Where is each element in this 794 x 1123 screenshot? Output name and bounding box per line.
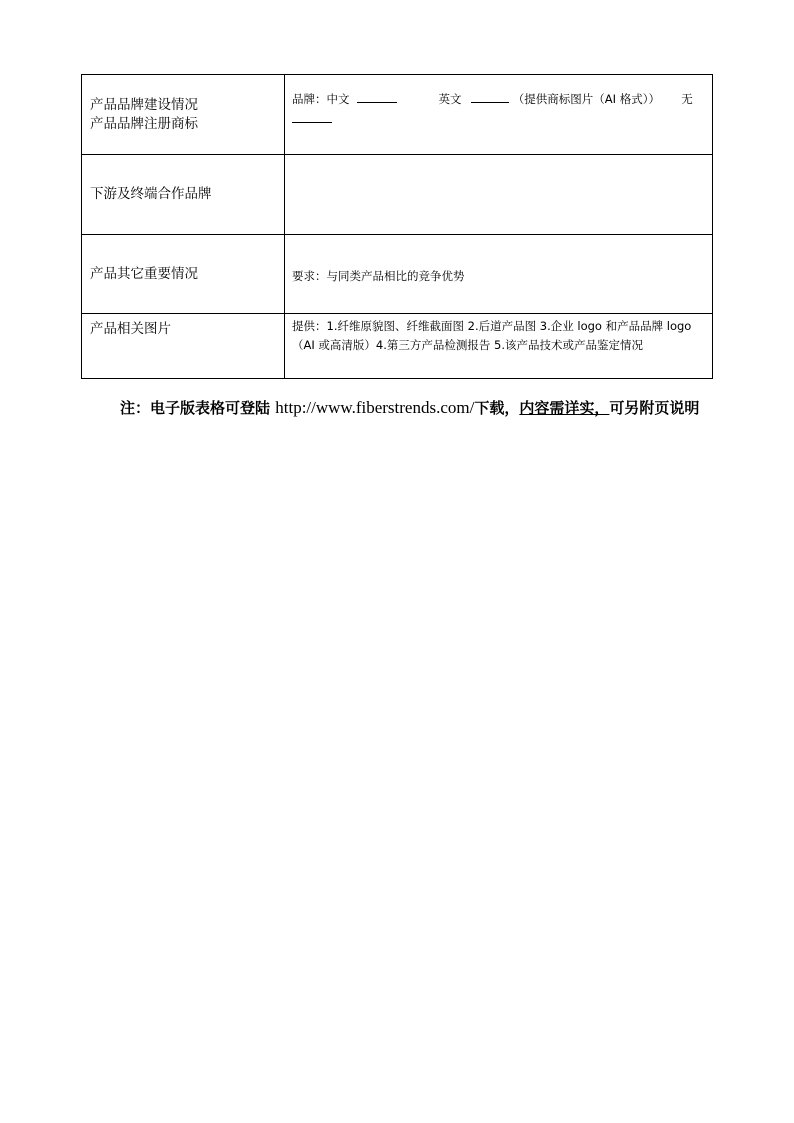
images-label-cell: 产品相关图片 [82, 314, 285, 379]
brand-label-cell [82, 75, 285, 155]
partners-label-cell: 下游及终端合作品牌 [82, 155, 285, 235]
table-row-images [82, 314, 713, 379]
brand-value-cell [285, 75, 713, 155]
note-prefix: 注：电子版表格可登陆 [120, 399, 271, 417]
brand-label-line2: 产品品牌注册商标 [90, 115, 198, 132]
brand-label-line1: 产品品牌建设情况 [90, 96, 198, 113]
table-row-partners [82, 155, 713, 235]
note-suffix: 可另附页说明 [609, 399, 700, 417]
brand-none-blank[interactable] [292, 110, 332, 123]
footnote [120, 393, 700, 423]
note-middle: 下载， [474, 399, 520, 417]
table-row-brand [82, 75, 713, 155]
images-value-cell: 提供：1.纤维原貌图、纤维截面图 2.后道产品图 3.企业 logo 和产品品牌 logo（AI 或高清版）4.第三方产品检测报告 5.该产品技术或产品鉴定情况 [285, 314, 713, 379]
brand-none-label: 无 [681, 92, 693, 106]
brand-cn-label: 品牌：中文 [292, 92, 350, 106]
partners-value-cell[interactable] [285, 155, 713, 235]
brand-en-label: 英文 [438, 92, 462, 106]
brand-cn-blank[interactable] [357, 90, 397, 103]
brand-en-blank[interactable] [471, 90, 509, 103]
other-value-cell: 要求：与同类产品相比的竞争优势 [285, 235, 713, 314]
note-underlined: 内容需详实， [519, 399, 610, 417]
brand-none-line [292, 109, 706, 129]
table-row-other [82, 235, 713, 314]
other-label-cell: 产品其它重要情况 [82, 235, 285, 314]
brand-note: （提供商标图片（AI 格式）） [512, 92, 660, 106]
note-url[interactable]: http://www.fiberstrends.com/ [275, 398, 475, 417]
brand-line [292, 89, 706, 109]
product-info-table [81, 74, 713, 379]
